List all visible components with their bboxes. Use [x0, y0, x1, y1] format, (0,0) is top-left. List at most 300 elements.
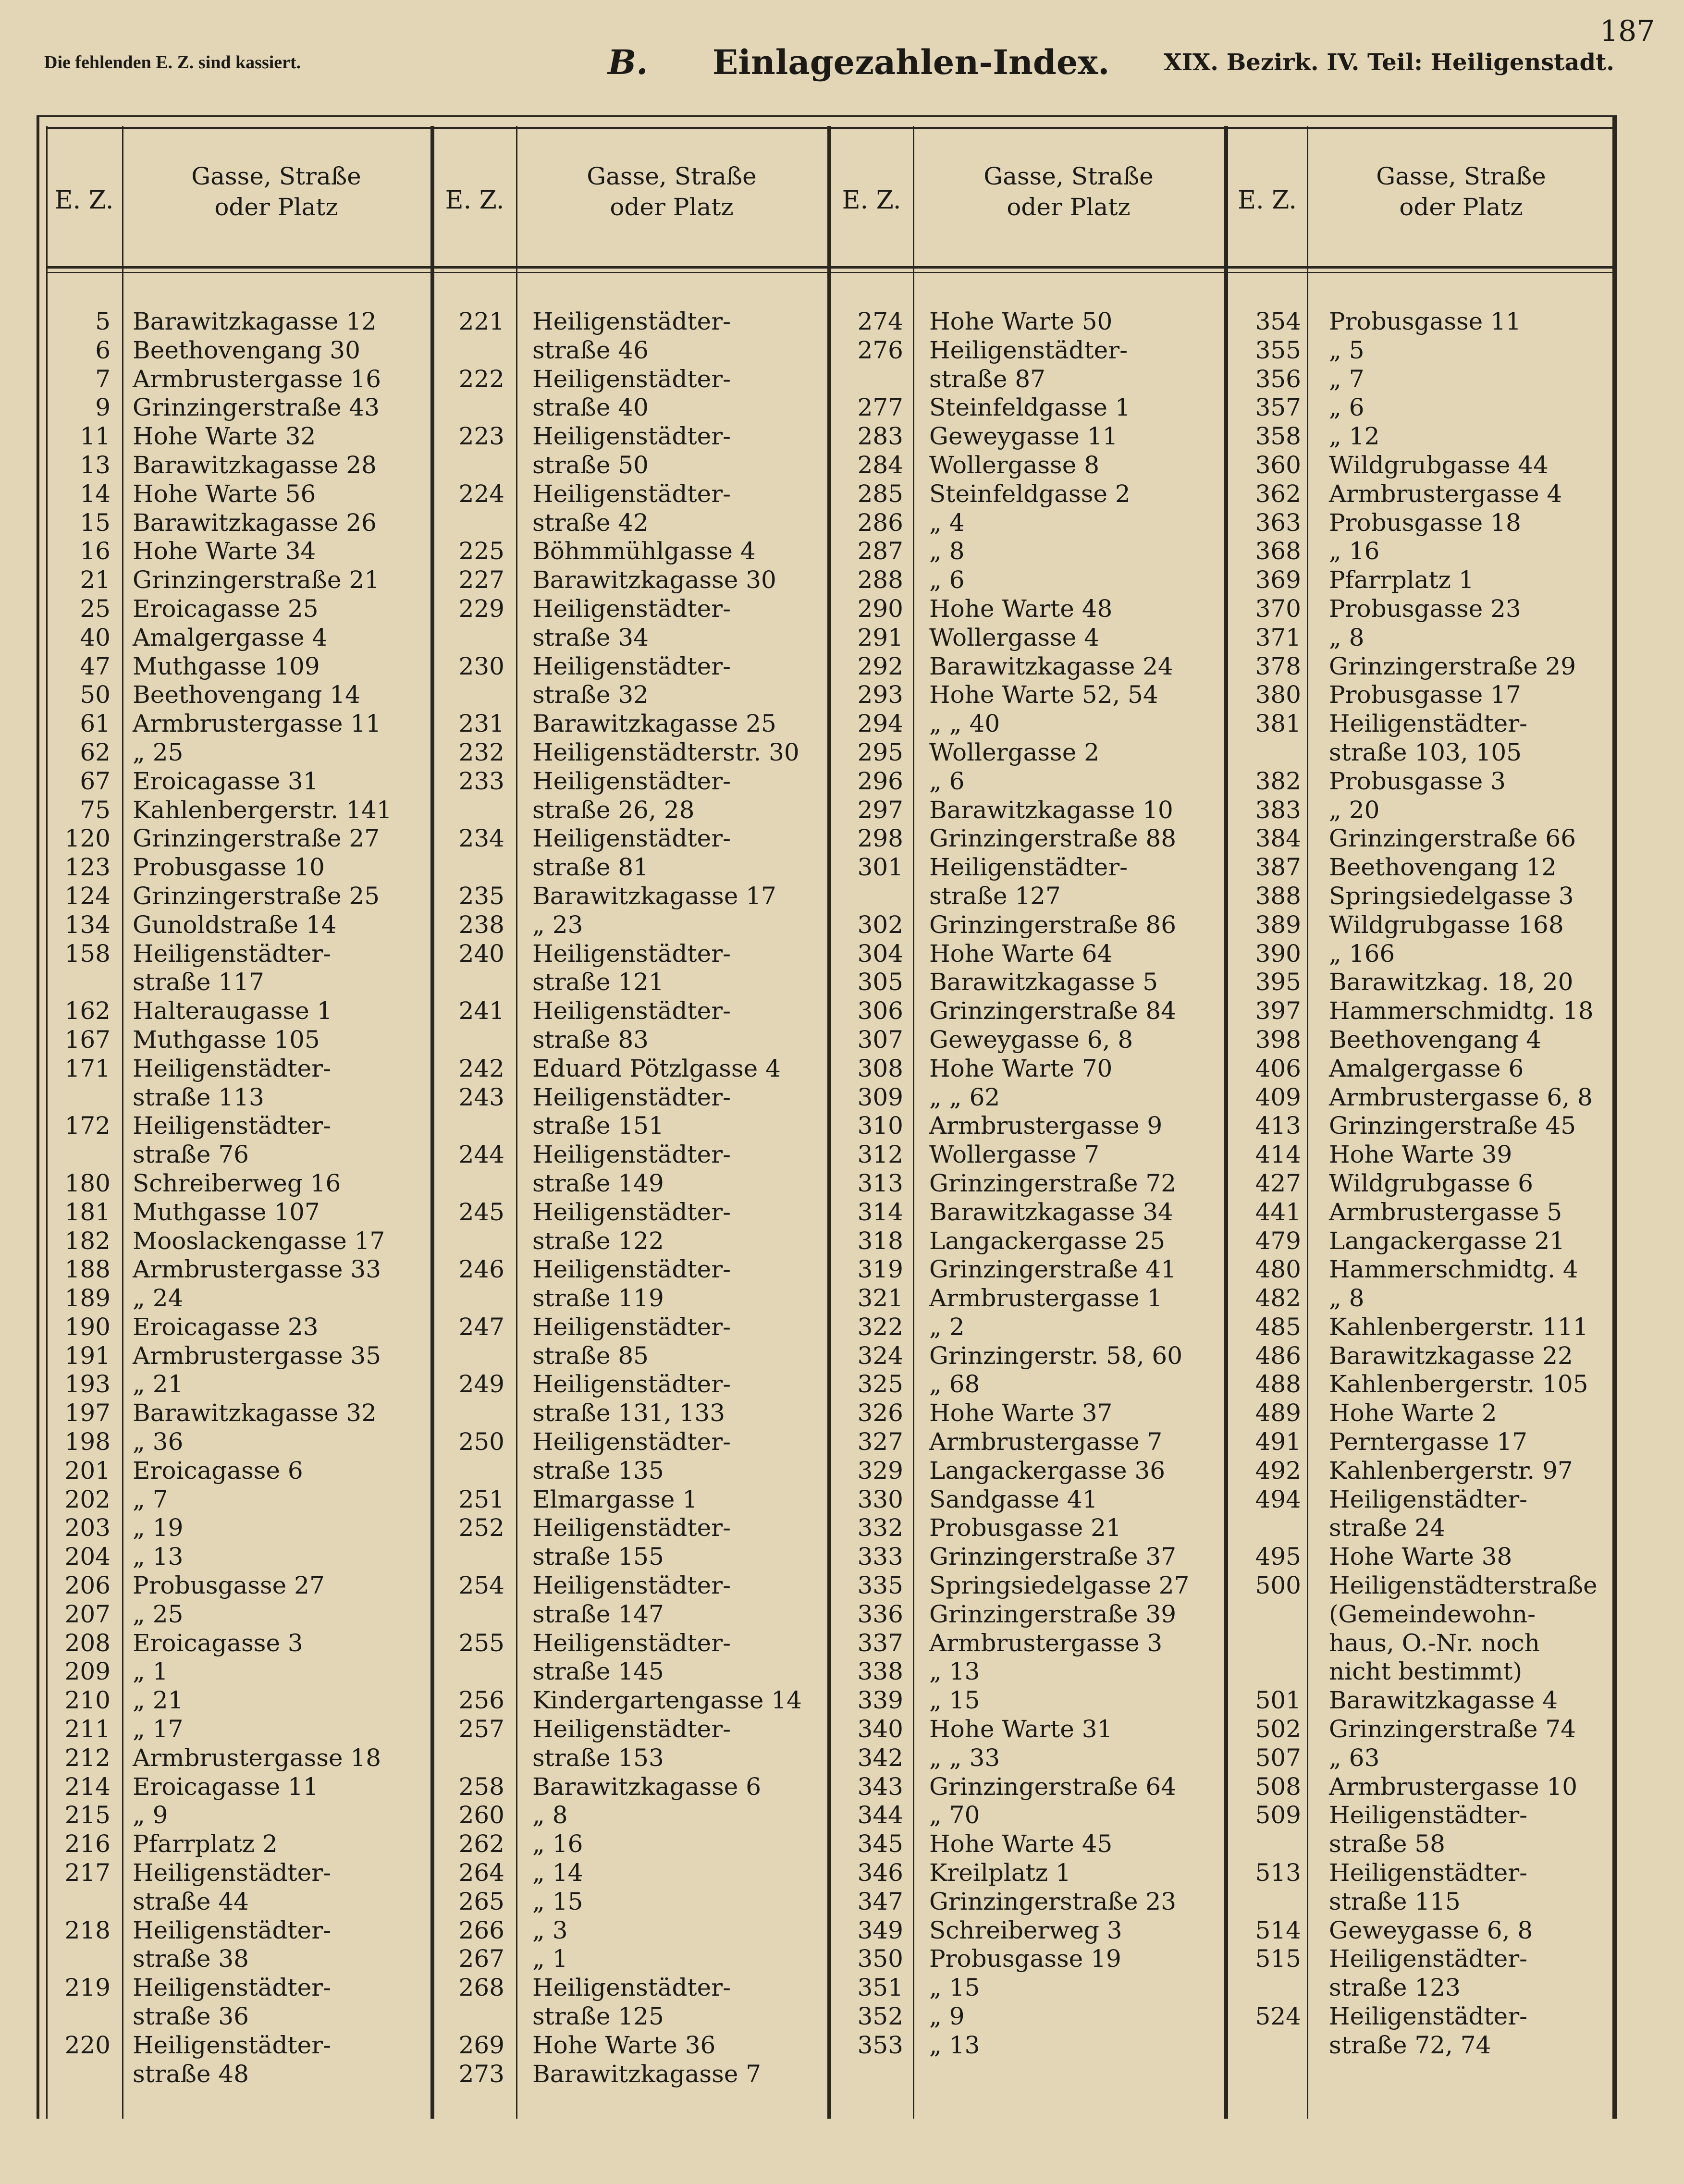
ez-number: 120	[64, 824, 111, 853]
ez-number: 398	[1255, 1025, 1301, 1054]
ez-number: 188	[64, 1255, 111, 1284]
ez-number: 250	[458, 1428, 504, 1456]
ez-number: 25	[80, 594, 111, 623]
street-entry: Mooslackengasse 17	[133, 1227, 385, 1255]
ez-number: 249	[458, 1370, 504, 1399]
ez-number: 346	[857, 1859, 903, 1887]
ez-number: 191	[64, 1341, 111, 1370]
ez-number: 294	[857, 710, 903, 738]
ez-number: 167	[64, 1025, 111, 1054]
ez-number: 158	[64, 939, 111, 968]
street-entry: Heiligenstädter-	[133, 1974, 332, 2002]
street-entry: „ 5	[1329, 336, 1364, 364]
street-entry: Amalgergasse 6	[1329, 1054, 1524, 1082]
street-entry: straße 26, 28	[532, 796, 695, 824]
street-entry: Heiligenstädterstraße	[1329, 1571, 1598, 1600]
ez-number: 314	[857, 1198, 903, 1226]
ez-number: 47	[80, 652, 111, 680]
ez-number: 5	[95, 307, 111, 335]
ez-number: 524	[1255, 2002, 1301, 2031]
street-entry: Perntergasse 17	[1329, 1428, 1527, 1456]
street-entry: Probusgasse 3	[1329, 767, 1506, 795]
ez-number: 368	[1255, 537, 1301, 565]
group-rule	[827, 126, 831, 2119]
ez-number: 15	[80, 508, 111, 537]
ez-number: 513	[1255, 1859, 1301, 1887]
street-header-line1: Gasse, Straße	[983, 162, 1154, 190]
ez-number: 360	[1255, 451, 1301, 479]
street-entry: „ 23	[532, 910, 583, 939]
street-entry: Heiligenstädter-	[532, 1198, 731, 1226]
street-entry: Geweygasse 6, 8	[929, 1025, 1133, 1054]
ez-number: 206	[64, 1571, 111, 1600]
street-entry: straße 125	[532, 2002, 664, 2031]
street-entry: Eroicagasse 31	[133, 767, 319, 795]
street-entry: „ 13	[929, 1657, 980, 1686]
street-entry: „ 1	[532, 1945, 568, 1973]
street-entry: straße 87	[929, 365, 1045, 393]
ez-number: 75	[80, 796, 111, 824]
street-entry: Armbrustergasse 16	[133, 365, 381, 393]
street-entry: „ 14	[532, 1859, 583, 1887]
ez-header: E. Z.	[1238, 186, 1297, 215]
ez-number: 246	[458, 1255, 504, 1284]
street-entry: Probusgasse 27	[133, 1571, 325, 1600]
street-entry: „ 20	[1329, 796, 1380, 824]
street-entry: Heiligenstädter-	[1329, 1859, 1528, 1887]
ez-number: 231	[458, 710, 504, 738]
street-entry: Grinzingerstraße 86	[929, 910, 1177, 939]
ez-number: 240	[458, 939, 504, 968]
ez-number: 245	[458, 1198, 504, 1226]
street-entry: Probusgasse 19	[929, 1945, 1121, 1973]
ez-number: 16	[80, 537, 111, 565]
street-entry: Heiligenstädter-	[929, 336, 1128, 364]
ez-number: 284	[857, 451, 903, 479]
ez-number: 283	[857, 422, 903, 451]
street-entry: „ 1	[133, 1657, 168, 1686]
street-entry: straße 149	[532, 1169, 664, 1197]
street-entry: Hohe Warte 48	[929, 594, 1113, 623]
ez-number: 189	[64, 1284, 111, 1313]
ez-number: 369	[1255, 566, 1301, 594]
ez-number: 198	[64, 1428, 111, 1456]
street-entry: Grinzingerstraße 37	[929, 1543, 1177, 1571]
column-rule	[122, 126, 123, 2119]
street-entry: Heiligenstädter-	[532, 767, 731, 795]
ez-number: 202	[64, 1485, 111, 1513]
street-entry: Heiligenstädter-	[532, 365, 731, 393]
street-entry: Heiligenstädter-	[532, 479, 731, 508]
street-entry: „ 2	[929, 1313, 965, 1341]
ez-number: 182	[64, 1227, 111, 1255]
street-entry: Kreilplatz 1	[929, 1859, 1071, 1887]
street-entry: Hohe Warte 34	[133, 537, 316, 565]
section-letter: B.	[608, 42, 648, 82]
ez-number: 501	[1255, 1686, 1301, 1715]
ez-number: 238	[458, 910, 504, 939]
street-entry: Eroicagasse 25	[133, 594, 319, 623]
street-entry: Grinzingerstraße 41	[929, 1255, 1177, 1284]
ez-number: 395	[1255, 968, 1301, 996]
ez-number: 255	[458, 1629, 504, 1657]
street-entry: Hohe Warte 64	[929, 939, 1113, 968]
street-entry: Heiligenstädter-	[532, 1629, 731, 1657]
street-entry: Eroicagasse 6	[133, 1456, 303, 1485]
street-entry: straße 85	[532, 1341, 649, 1370]
street-entry: „ „ 62	[929, 1083, 1000, 1111]
street-entry: Heiligenstädter-	[532, 1974, 731, 2002]
ez-number: 241	[458, 997, 504, 1025]
ez-number: 500	[1255, 1571, 1301, 1600]
street-entry: Wollergasse 2	[929, 738, 1100, 766]
street-entry: „ 70	[929, 1801, 980, 1829]
street-entry: Wildgrubgasse 6	[1329, 1169, 1534, 1197]
street-entry: Probusgasse 21	[929, 1514, 1121, 1542]
street-entry: Probusgasse 11	[1329, 307, 1521, 335]
street-header-line1: Gasse, Straße	[191, 162, 361, 190]
ez-number: 308	[857, 1054, 903, 1082]
column-rule	[1307, 126, 1308, 2119]
street-entry: „ 6	[1329, 393, 1364, 422]
street-entry: Heiligenstädter-	[929, 853, 1128, 882]
street-entry: straße 119	[532, 1284, 664, 1313]
ez-number: 264	[458, 1859, 504, 1887]
ez-number: 13	[80, 451, 111, 479]
street-entry: „ 9	[133, 1801, 168, 1829]
street-entry: straße 123	[1329, 1974, 1461, 2002]
street-entry: „ 9	[929, 2002, 965, 2031]
ez-number: 322	[857, 1313, 903, 1341]
ez-number: 397	[1255, 997, 1301, 1025]
street-entry: straße 40	[532, 393, 649, 422]
ez-number: 304	[857, 939, 903, 968]
ez-number: 225	[458, 537, 504, 565]
header-district: XIX. Bezirk. IV. Teil: Heiligenstadt.	[1164, 49, 1614, 76]
street-entry: Muthgasse 107	[133, 1198, 320, 1226]
ez-number: 260	[458, 1801, 504, 1829]
street-entry: Grinzingerstraße 66	[1329, 824, 1576, 853]
ez-number: 274	[857, 307, 903, 335]
ez-number: 276	[857, 336, 903, 364]
page-number: 187	[1600, 14, 1655, 48]
street-entry: straße 44	[133, 1887, 249, 1915]
street-entry: Barawitzkagasse 25	[532, 710, 776, 738]
street-entry: „ 8	[929, 537, 965, 565]
street-entry: Armbrustergasse 3	[929, 1629, 1163, 1657]
street-entry: Heiligenstädter-	[1329, 1801, 1528, 1829]
ez-number: 409	[1255, 1083, 1301, 1111]
ez-number: 221	[458, 307, 504, 335]
ez-number: 479	[1255, 1227, 1301, 1255]
street-entry: Heiligenstädter-	[133, 939, 332, 968]
ez-number: 306	[857, 997, 903, 1025]
ez-number: 67	[80, 767, 111, 795]
ez-number: 309	[857, 1083, 903, 1111]
ez-number: 218	[64, 1916, 111, 1944]
column-rule	[516, 126, 517, 2119]
street-entry: Heiligenstädter-	[532, 1571, 731, 1600]
ez-number: 234	[458, 824, 504, 853]
ez-number: 229	[458, 594, 504, 623]
street-entry: Muthgasse 109	[133, 652, 320, 680]
street-entry: nicht bestimmt)	[1329, 1657, 1523, 1686]
ez-number: 313	[857, 1169, 903, 1197]
street-entry: „ 21	[133, 1370, 184, 1399]
street-entry: „ 15	[929, 1686, 980, 1715]
street-entry: „ 6	[929, 767, 965, 795]
ez-number: 190	[64, 1313, 111, 1341]
street-entry: Eduard Pötzlgasse 4	[532, 1054, 781, 1082]
ez-number: 340	[857, 1715, 903, 1743]
ez-number: 210	[64, 1686, 111, 1715]
ez-number: 337	[857, 1629, 903, 1657]
street-entry: Probusgasse 10	[133, 853, 325, 882]
street-header-line2: oder Platz	[1399, 193, 1523, 221]
ez-number: 254	[458, 1571, 504, 1600]
ez-number: 257	[458, 1715, 504, 1743]
street-entry: „ 7	[1329, 365, 1364, 393]
ez-number: 288	[857, 566, 903, 594]
ez-number: 258	[458, 1772, 504, 1801]
street-entry: Barawitzkagasse 32	[133, 1399, 377, 1427]
street-entry: „ 19	[133, 1514, 184, 1542]
ez-number: 357	[1255, 393, 1301, 422]
street-entry: straße 117	[133, 968, 264, 996]
street-entry: Armbrustergasse 10	[1329, 1772, 1578, 1801]
street-entry: Hohe Warte 45	[929, 1830, 1113, 1858]
ez-number: 297	[857, 796, 903, 824]
street-entry: Barawitzkagasse 5	[929, 968, 1158, 996]
street-entry: Springsiedelgasse 27	[929, 1571, 1190, 1600]
ez-number: 267	[458, 1945, 504, 1973]
street-entry: „ 8	[1329, 1284, 1364, 1313]
ez-number: 180	[64, 1169, 111, 1197]
street-entry: Barawitzkagasse 10	[929, 796, 1173, 824]
street-entry: straße 113	[133, 1083, 264, 1111]
street-entry: Heiligenstädter-	[532, 1313, 731, 1341]
street-entry: Probusgasse 23	[1329, 594, 1521, 623]
street-entry: Heiligenstädter-	[532, 1715, 731, 1743]
street-entry: Barawitzkag. 18, 20	[1329, 968, 1573, 996]
ez-number: 222	[458, 365, 504, 393]
street-entry: Muthgasse 105	[133, 1025, 320, 1054]
ez-number: 307	[857, 1025, 903, 1054]
ez-number: 342	[857, 1743, 903, 1772]
street-entry: Wildgrubgasse 44	[1329, 451, 1549, 479]
ez-number: 216	[64, 1830, 111, 1858]
ez-number: 262	[458, 1830, 504, 1858]
ez-number: 233	[458, 767, 504, 795]
street-entry: Hohe Warte 38	[1329, 1543, 1512, 1571]
ez-number: 235	[458, 882, 504, 910]
street-entry: straße 122	[532, 1227, 664, 1255]
street-entry: Hammerschmidtg. 4	[1329, 1255, 1578, 1284]
street-entry: Hohe Warte 37	[929, 1399, 1113, 1427]
street-entry: Kahlenbergerstr. 97	[1329, 1456, 1573, 1485]
street-entry: Hammerschmidtg. 18	[1329, 997, 1594, 1025]
street-entry: Heiligenstädter-	[133, 1054, 332, 1082]
street-entry: Barawitzkagasse 7	[532, 2060, 762, 2088]
street-entry: straße 24	[1329, 1514, 1445, 1542]
ez-number: 219	[64, 1974, 111, 2002]
street-entry: straße 145	[532, 1657, 664, 1686]
street-entry: Heiligenstädter-	[133, 2031, 332, 2059]
street-entry: „ 17	[133, 1715, 184, 1743]
ez-number: 266	[458, 1916, 504, 1944]
street-entry: straße 155	[532, 1543, 664, 1571]
street-entry: Grinzingerstraße 45	[1329, 1112, 1576, 1140]
ez-number: 494	[1255, 1485, 1301, 1513]
ez-number: 243	[458, 1083, 504, 1111]
ez-number: 353	[857, 2031, 903, 2059]
ez-number: 381	[1255, 710, 1301, 738]
street-entry: straße 36	[133, 2002, 249, 2031]
street-entry: Armbrustergasse 7	[929, 1428, 1163, 1456]
ez-number: 350	[857, 1945, 903, 1973]
street-entry: „ 8	[1329, 623, 1364, 651]
ez-number: 507	[1255, 1743, 1301, 1772]
street-entry: straße 46	[532, 336, 649, 364]
ez-number: 208	[64, 1629, 111, 1657]
ez-number: 378	[1255, 652, 1301, 680]
street-entry: Wollergasse 4	[929, 623, 1100, 651]
street-entry: Steinfeldgasse 1	[929, 393, 1131, 422]
ez-number: 349	[857, 1916, 903, 1944]
ez-number: 370	[1255, 594, 1301, 623]
street-entry: straße 58	[1329, 1830, 1445, 1858]
ez-number: 502	[1255, 1715, 1301, 1743]
ez-number: 21	[80, 566, 111, 594]
ez-number: 332	[857, 1514, 903, 1542]
street-entry: (Gemeindewohn-	[1329, 1600, 1536, 1628]
ez-number: 290	[857, 594, 903, 623]
street-entry: Eroicagasse 23	[133, 1313, 319, 1341]
ez-number: 336	[857, 1600, 903, 1628]
street-entry: „ 15	[532, 1887, 583, 1915]
ez-number: 371	[1255, 623, 1301, 651]
ez-number: 390	[1255, 939, 1301, 968]
street-entry: Kahlenbergerstr. 141	[133, 796, 392, 824]
street-entry: straße 153	[532, 1743, 664, 1772]
ez-number: 230	[458, 652, 504, 680]
ez-number: 293	[857, 681, 903, 709]
ez-number: 330	[857, 1485, 903, 1513]
column-rule	[46, 126, 48, 2119]
ez-number: 227	[458, 566, 504, 594]
street-entry: Sandgasse 41	[929, 1485, 1098, 1513]
street-entry: Heiligenstädter-	[532, 1370, 731, 1399]
ez-number: 335	[857, 1571, 903, 1600]
ez-number: 292	[857, 652, 903, 680]
ez-number: 232	[458, 738, 504, 766]
street-header-line1: Gasse, Straße	[1376, 162, 1546, 190]
ez-number: 207	[64, 1600, 111, 1628]
ez-number: 326	[857, 1399, 903, 1427]
header-note: Die fehlenden E. Z. sind kassiert.	[44, 52, 301, 73]
ez-number: 124	[64, 882, 111, 910]
street-entry: Armbrustergasse 35	[133, 1341, 381, 1370]
ez-number: 312	[857, 1141, 903, 1169]
ez-number: 480	[1255, 1255, 1301, 1284]
street-entry: Heiligenstädter-	[1329, 710, 1528, 738]
ez-number: 242	[458, 1054, 504, 1082]
street-entry: straße 151	[532, 1112, 664, 1140]
ez-number: 325	[857, 1370, 903, 1399]
street-entry: „ 21	[133, 1686, 184, 1715]
street-entry: „ 12	[1329, 422, 1380, 451]
ez-number: 383	[1255, 796, 1301, 824]
street-entry: Barawitzkagasse 34	[929, 1198, 1173, 1226]
street-entry: Heiligenstädter-	[133, 1859, 332, 1887]
ez-number: 162	[64, 997, 111, 1025]
street-header	[519, 161, 824, 222]
ez-number: 495	[1255, 1543, 1301, 1571]
street-entry: Armbrustergasse 9	[929, 1112, 1163, 1140]
ez-number: 193	[64, 1370, 111, 1399]
street-entry: „ 25	[133, 738, 184, 766]
ez-number: 204	[64, 1543, 111, 1571]
ez-number: 388	[1255, 882, 1301, 910]
street-entry: Armbrustergasse 6, 8	[1329, 1083, 1593, 1111]
ez-number: 172	[64, 1112, 111, 1140]
ez-number: 244	[458, 1141, 504, 1169]
ez-number: 62	[80, 738, 111, 766]
ez-number: 6	[95, 336, 111, 364]
street-entry: Heiligenstädter-	[532, 1255, 731, 1284]
street-entry: Heiligenstädter-	[532, 1514, 731, 1542]
street-entry: straße 127	[929, 882, 1061, 910]
street-entry: Barawitzkagasse 28	[133, 451, 377, 479]
street-entry: Grinzingerstraße 74	[1329, 1715, 1576, 1743]
ez-number: 362	[1255, 479, 1301, 508]
street-header-line2: oder Platz	[1007, 193, 1131, 221]
street-entry: Beethovengang 14	[133, 681, 360, 709]
ez-number: 486	[1255, 1341, 1301, 1370]
street-entry: Hohe Warte 2	[1329, 1399, 1497, 1427]
street-entry: Pfarrplatz 2	[133, 1830, 278, 1858]
street-entry: Heiligenstädter-	[532, 997, 731, 1025]
ez-number: 324	[857, 1341, 903, 1370]
street-entry: Grinzingerstraße 29	[1329, 652, 1576, 680]
ez-number: 215	[64, 1801, 111, 1829]
street-entry: straße 83	[532, 1025, 649, 1054]
street-header-line2: oder Platz	[214, 193, 338, 221]
ez-number: 291	[857, 623, 903, 651]
ez-number: 7	[95, 365, 111, 393]
ez-number: 482	[1255, 1284, 1301, 1313]
ez-number: 203	[64, 1514, 111, 1542]
ez-number: 201	[64, 1456, 111, 1485]
street-entry: Wollergasse 8	[929, 451, 1100, 479]
street-entry: Beethovengang 30	[133, 336, 360, 364]
street-entry: „ 166	[1329, 939, 1395, 968]
street-entry: straße 103, 105	[1329, 738, 1522, 766]
ez-number: 347	[857, 1887, 903, 1915]
street-entry: Hohe Warte 36	[532, 2031, 716, 2059]
street-entry: Barawitzkagasse 26	[133, 508, 377, 537]
ez-number: 338	[857, 1657, 903, 1686]
street-entry: straße 34	[532, 623, 649, 651]
ez-number: 339	[857, 1686, 903, 1715]
street-entry: Armbrustergasse 5	[1329, 1198, 1562, 1226]
street-entry: Wollergasse 7	[929, 1141, 1100, 1169]
street-entry: Böhmmühlgasse 4	[532, 537, 756, 565]
ez-number: 50	[80, 681, 111, 709]
street-header-line1: Gasse, Straße	[587, 162, 757, 190]
ez-number: 380	[1255, 681, 1301, 709]
ez-number: 197	[64, 1399, 111, 1427]
